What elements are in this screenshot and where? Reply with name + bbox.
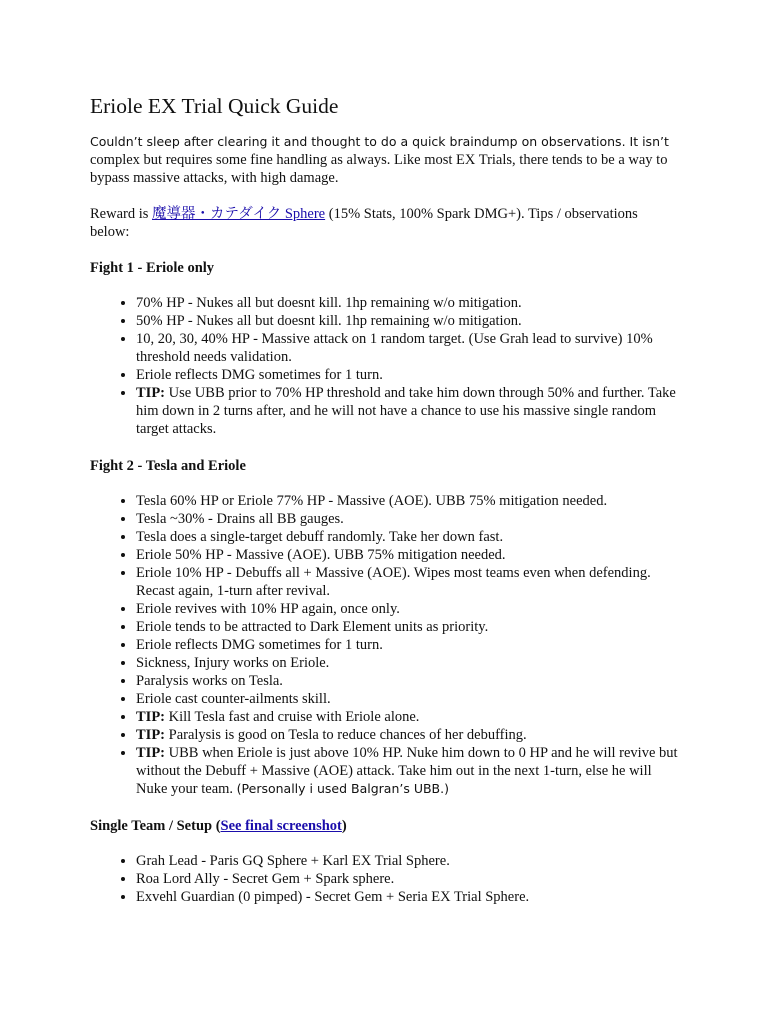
tip-text: Use UBB prior to 70% HP threshold and take him down through 50% and further. Take him down in 2 turns after, and he will not have a chance to use his massive single random target attacks.: [136, 385, 676, 437]
list-item-text: 70% HP - Nukes all but doesnt kill. 1hp remaining w/o mitigation.: [136, 295, 522, 311]
list-item-text: 10, 20, 30, 40% HP - Massive attack on 1 random target. (Use Grah lead to survive) 10% threshold needs validation.: [136, 331, 653, 365]
list-item-text: Tesla ~30% - Drains all BB gauges.: [136, 511, 344, 527]
list-item-text: Grah Lead - Paris GQ Sphere + Karl EX Trial Sphere.: [136, 853, 450, 869]
tip-label: TIP:: [136, 745, 165, 761]
setup-heading-prefix: Single Team / Setup (: [90, 818, 221, 834]
intro-text-part2: complex but requires some fine handling as always. Like most EX Trials, there tends to be a way to bypass massive attacks, with high damage.: [90, 152, 668, 186]
tip-note: (Personally i used Balgran’s UBB.): [236, 781, 449, 796]
list-item: [136, 546, 678, 564]
list-item-text: Paralysis works on Tesla.: [136, 673, 283, 689]
list-item-text: Tesla 60% HP or Eriole 77% HP - Massive (AOE). UBB 75% mitigation needed.: [136, 493, 608, 509]
list-item: [136, 564, 678, 600]
final-screenshot-link[interactable]: See final screenshot: [220, 818, 342, 834]
list-item-tip: [136, 384, 678, 438]
list-item: [136, 492, 678, 510]
page-title: Eriole EX Trial Quick Guide: [90, 94, 339, 118]
fight1-list: [90, 294, 678, 438]
list-item: [136, 852, 678, 870]
reward-suffix: (15% Stats, 100% Spark DMG+). Tips / observations below:: [90, 206, 638, 240]
tip-label: TIP:: [136, 709, 165, 725]
list-item-text: 50% HP - Nukes all but doesnt kill. 1hp remaining w/o mitigation.: [136, 313, 522, 329]
list-item: [136, 672, 678, 690]
setup-heading: [90, 817, 678, 835]
list-item-text: Exvehl Guardian (0 pimped) - Secret Gem + Seria EX Trial Sphere.: [136, 889, 530, 905]
list-item: [136, 600, 678, 618]
list-item-text: Sickness, Injury works on Eriole.: [136, 655, 330, 671]
list-item-text: Eriole cast counter-ailments skill.: [136, 691, 331, 707]
tip-label: TIP:: [136, 385, 165, 401]
list-item-text: Eriole tends to be attracted to Dark Element units as priority.: [136, 619, 489, 635]
list-item-tip: [136, 726, 678, 744]
list-item-text: Eriole reflects DMG sometimes for 1 turn.: [136, 367, 383, 383]
reward-paragraph: [90, 205, 678, 241]
list-item: [136, 636, 678, 654]
intro-paragraph: [90, 133, 678, 187]
list-item: [136, 618, 678, 636]
setup-heading-suffix: ): [341, 818, 347, 834]
list-item-text: Eriole reflects DMG sometimes for 1 turn.: [136, 637, 383, 653]
list-item-text: Roa Lord Ally - Secret Gem + Spark sphere.: [136, 871, 395, 887]
tip-text: UBB when Eriole is just above 10% HP. Nuke him down to 0 HP and he will revive but without the Debuff + Massive (AOE) attack. Take him out in the next 1-turn, else he will Nuke your team.: [136, 745, 678, 797]
tip-text: Kill Tesla fast and cruise with Eriole alone.: [165, 709, 420, 725]
list-item: [136, 510, 678, 528]
list-item: [136, 888, 678, 906]
fight2-list: [90, 492, 678, 798]
list-item: [136, 366, 678, 384]
list-item-text: Eriole 50% HP - Massive (AOE). UBB 75% mitigation needed.: [136, 547, 506, 563]
tip-label: TIP:: [136, 727, 165, 743]
list-item-tip: [136, 708, 678, 726]
fight1-heading: Fight 1 - Eriole only: [90, 260, 215, 276]
list-item: [136, 312, 678, 330]
list-item: [136, 294, 678, 312]
list-item: [136, 870, 678, 888]
list-item-text: Eriole revives with 10% HP again, once only.: [136, 601, 400, 617]
list-item: [136, 690, 678, 708]
reward-prefix: Reward is: [90, 206, 153, 222]
list-item: [136, 528, 678, 546]
tip-text: Paralysis is good on Tesla to reduce chances of her debuffing.: [165, 727, 527, 743]
reward-sphere-link[interactable]: 魔導器・カテダイク Sphere: [152, 206, 326, 222]
list-item: [136, 330, 678, 366]
list-item-tip: [136, 744, 678, 798]
setup-list: [90, 852, 678, 906]
fight2-heading: Fight 2 - Tesla and Eriole: [90, 458, 246, 474]
intro-text-part1: Couldn’t sleep after clearing it and thought to do a quick braindump on observations. It isn’t: [90, 134, 669, 149]
list-item: [136, 654, 678, 672]
list-item-text: Tesla does a single-target debuff randomly. Take her down fast.: [136, 529, 504, 545]
list-item-text: Eriole 10% HP - Debuffs all + Massive (AOE). Wipes most teams even when defending. Recast again, 1-turn after revival.: [136, 565, 651, 599]
